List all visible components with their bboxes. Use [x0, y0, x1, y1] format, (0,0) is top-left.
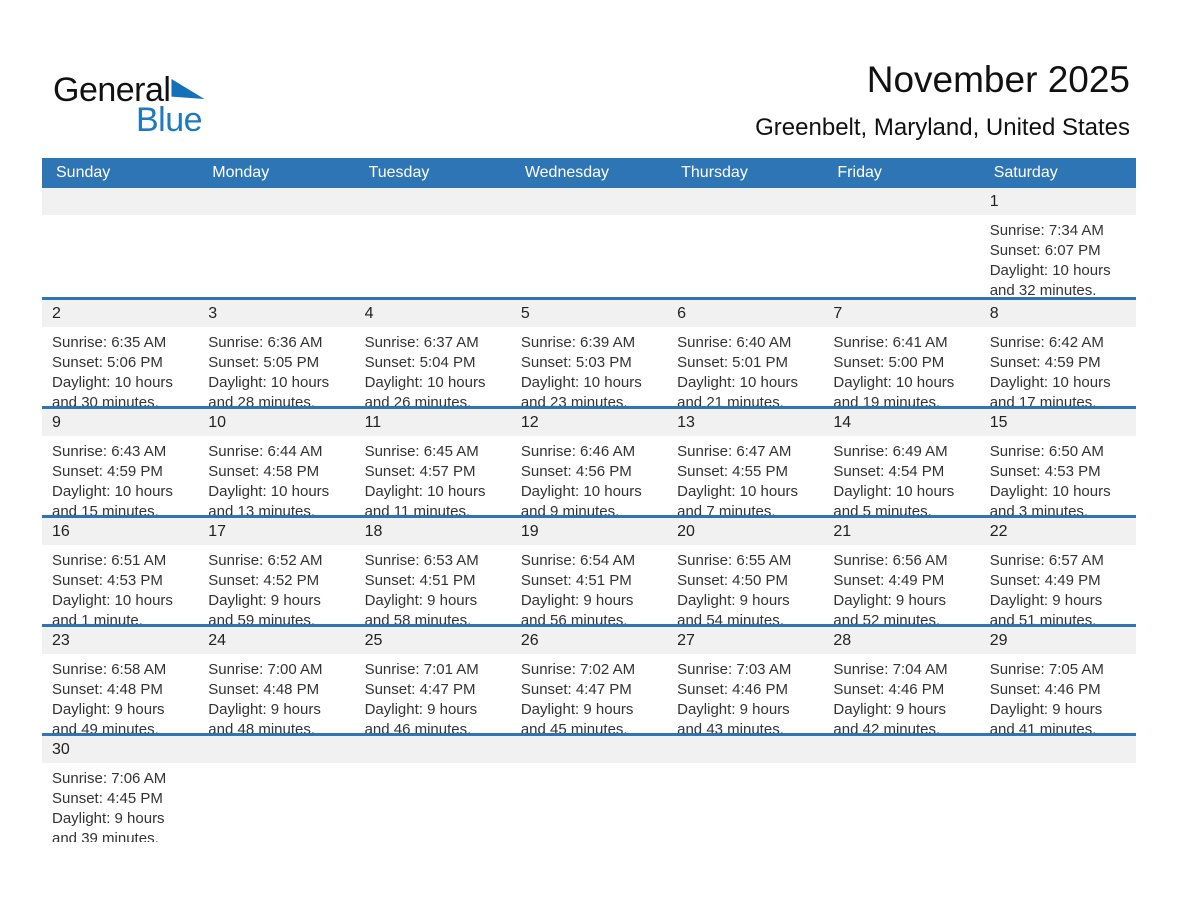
detail-line: Sunrise: 6:56 AM — [833, 552, 948, 569]
detail-line: Sunset: 4:49 PM — [989, 572, 1101, 589]
day-cell — [511, 300, 667, 406]
empty-day-cell — [355, 736, 511, 842]
detail-line: Sunset: 4:46 PM — [677, 681, 789, 698]
day-details — [198, 436, 354, 515]
day-cell — [667, 518, 823, 624]
day-details — [355, 327, 511, 406]
detail-line: Sunrise: 6:46 AM — [520, 443, 636, 460]
detail-line: and 51 minutes. — [989, 612, 1097, 624]
detail-line: Daylight: 9 hours — [208, 701, 321, 718]
day-details — [980, 327, 1136, 406]
day-number — [980, 736, 1136, 763]
detail-line: Sunrise: 7:05 AM — [989, 661, 1104, 678]
day-cell — [823, 300, 979, 406]
logo-triangle-icon — [171, 79, 204, 99]
day-cell — [355, 300, 511, 406]
day-details — [511, 215, 667, 221]
detail-line: Daylight: 9 hours — [208, 592, 321, 609]
detail-line: Sunset: 4:53 PM — [989, 463, 1101, 480]
day-cell — [355, 627, 511, 733]
day-cell — [355, 518, 511, 624]
day-number — [823, 188, 979, 215]
day-number — [667, 188, 823, 215]
detail-line: Sunrise: 6:53 AM — [364, 552, 479, 569]
detail-line: Sunrise: 6:54 AM — [520, 552, 636, 569]
detail-line: Sunset: 5:06 PM — [52, 354, 163, 371]
day-cell — [42, 627, 198, 733]
detail-line: Sunset: 4:59 PM — [52, 463, 163, 480]
detail-line: Daylight: 10 hours — [989, 374, 1111, 391]
detail-line: Daylight: 9 hours — [52, 810, 165, 827]
detail-line: Sunrise: 6:35 AM — [52, 334, 167, 351]
detail-line: Daylight: 10 hours — [52, 483, 173, 500]
detail-line: and 43 minutes. — [677, 721, 784, 733]
day-details — [667, 545, 823, 624]
day-details — [42, 654, 198, 733]
day-number: 6 — [667, 300, 823, 327]
detail-line: Sunrise: 6:47 AM — [677, 443, 792, 460]
day-cell — [511, 518, 667, 624]
detail-line: Daylight: 10 hours — [833, 483, 955, 500]
detail-line: Daylight: 10 hours — [520, 374, 642, 391]
detail-line: Sunset: 4:59 PM — [989, 354, 1101, 371]
detail-line: Daylight: 9 hours — [989, 592, 1103, 609]
day-cell — [511, 409, 667, 515]
detail-line: Daylight: 10 hours — [677, 483, 799, 500]
detail-line: Sunset: 5:00 PM — [833, 354, 945, 371]
detail-line: Sunrise: 7:00 AM — [208, 661, 323, 678]
day-number: 3 — [198, 300, 354, 327]
day-number: 17 — [198, 518, 354, 545]
detail-line: and 58 minutes. — [364, 612, 472, 624]
detail-line: and 15 minutes. — [52, 503, 159, 515]
empty-day-cell — [198, 188, 354, 297]
day-number: 1 — [980, 188, 1136, 215]
day-details — [980, 654, 1136, 733]
day-details — [511, 763, 667, 769]
day-number: 16 — [42, 518, 198, 545]
day-number: 15 — [980, 409, 1136, 436]
day-details — [42, 763, 198, 842]
weekday-header-tuesday: Tuesday — [368, 164, 430, 181]
day-number: 9 — [42, 409, 198, 436]
general-blue-logo — [53, 71, 233, 140]
day-number: 14 — [823, 409, 979, 436]
detail-line: and 49 minutes. — [52, 721, 159, 733]
detail-line: Daylight: 10 hours — [520, 483, 642, 500]
detail-line: Sunrise: 6:42 AM — [989, 334, 1104, 351]
detail-line: Sunset: 5:05 PM — [208, 354, 320, 371]
day-number — [198, 736, 354, 763]
detail-line: Daylight: 9 hours — [677, 592, 790, 609]
detail-line: and 17 minutes. — [989, 394, 1097, 406]
detail-line: Sunrise: 6:52 AM — [208, 552, 323, 569]
day-number — [511, 736, 667, 763]
day-details — [355, 763, 511, 769]
detail-line: and 1 minute. — [52, 612, 143, 624]
day-number: 12 — [511, 409, 667, 436]
detail-line: Sunset: 5:04 PM — [364, 354, 476, 371]
detail-line: and 48 minutes. — [208, 721, 316, 733]
detail-line: Sunset: 4:50 PM — [677, 572, 789, 589]
day-details — [355, 215, 511, 221]
week-row — [42, 624, 1136, 733]
detail-line: Sunrise: 6:41 AM — [833, 334, 948, 351]
detail-line: Sunrise: 6:50 AM — [989, 443, 1104, 460]
day-details — [198, 763, 354, 769]
detail-line: Daylight: 9 hours — [833, 701, 946, 718]
day-cell — [355, 409, 511, 515]
day-cell — [823, 518, 979, 624]
day-details — [667, 215, 823, 221]
day-details — [823, 545, 979, 624]
day-cell — [980, 627, 1136, 733]
week-row — [42, 406, 1136, 515]
day-number: 30 — [42, 736, 198, 763]
day-cell — [667, 300, 823, 406]
day-details — [355, 654, 511, 733]
detail-line: and 3 minutes. — [989, 503, 1089, 515]
day-details — [823, 654, 979, 733]
detail-line: Sunset: 4:55 PM — [677, 463, 789, 480]
day-details — [823, 215, 979, 221]
day-number: 2 — [42, 300, 198, 327]
detail-line: and 30 minutes. — [52, 394, 159, 406]
detail-line: Sunrise: 7:34 AM — [989, 222, 1104, 239]
detail-line: Sunset: 5:01 PM — [677, 354, 789, 371]
detail-line: Daylight: 10 hours — [677, 374, 799, 391]
detail-line: and 46 minutes. — [364, 721, 472, 733]
detail-line: Daylight: 10 hours — [833, 374, 955, 391]
day-number — [667, 736, 823, 763]
detail-line: Sunrise: 6:43 AM — [52, 443, 167, 460]
day-number: 18 — [355, 518, 511, 545]
detail-line: Sunset: 4:46 PM — [833, 681, 945, 698]
detail-line: Sunset: 4:45 PM — [52, 790, 163, 807]
day-details — [511, 436, 667, 515]
detail-line: Sunset: 4:53 PM — [52, 572, 163, 589]
day-number: 13 — [667, 409, 823, 436]
detail-line: Sunset: 4:54 PM — [833, 463, 945, 480]
detail-line: Daylight: 9 hours — [520, 701, 634, 718]
day-cell — [198, 627, 354, 733]
day-details — [667, 436, 823, 515]
page-subtitle: Greenbelt, Maryland, United States — [755, 113, 1130, 141]
day-number: 20 — [667, 518, 823, 545]
day-number: 19 — [511, 518, 667, 545]
detail-line: Sunset: 4:51 PM — [520, 572, 632, 589]
day-cell — [42, 736, 198, 842]
day-cell — [980, 188, 1136, 297]
detail-line: Sunset: 4:57 PM — [364, 463, 476, 480]
detail-line: and 9 minutes. — [520, 503, 620, 515]
detail-line: Sunrise: 6:51 AM — [52, 552, 167, 569]
logo-word-blue: Blue — [136, 101, 203, 139]
detail-line: Daylight: 10 hours — [208, 483, 330, 500]
detail-line: Sunset: 4:52 PM — [208, 572, 320, 589]
detail-line: Sunrise: 6:36 AM — [208, 334, 323, 351]
day-details — [667, 763, 823, 769]
detail-line: Sunrise: 6:44 AM — [208, 443, 323, 460]
detail-line: Sunrise: 6:49 AM — [833, 443, 948, 460]
day-cell — [823, 627, 979, 733]
empty-day-cell — [667, 736, 823, 842]
day-number: 11 — [355, 409, 511, 436]
detail-line: Sunrise: 6:57 AM — [989, 552, 1104, 569]
day-details — [823, 763, 979, 769]
detail-line: Daylight: 10 hours — [989, 483, 1111, 500]
detail-line: Sunrise: 6:39 AM — [520, 334, 636, 351]
day-number: 5 — [511, 300, 667, 327]
detail-line: and 32 minutes. — [989, 282, 1097, 297]
empty-day-cell — [823, 736, 979, 842]
detail-line: and 13 minutes. — [208, 503, 316, 515]
weekday-header-saturday: Saturday — [993, 164, 1058, 181]
page-title: November 2025 — [866, 59, 1130, 100]
logo-word-general: General — [53, 71, 171, 109]
detail-line: Daylight: 9 hours — [520, 592, 634, 609]
day-number: 28 — [823, 627, 979, 654]
day-number: 22 — [980, 518, 1136, 545]
detail-line: Sunset: 4:56 PM — [520, 463, 632, 480]
detail-line: Sunset: 4:48 PM — [52, 681, 163, 698]
detail-line: and 52 minutes. — [833, 612, 941, 624]
detail-line: Daylight: 9 hours — [364, 592, 478, 609]
detail-line: Daylight: 9 hours — [52, 701, 165, 718]
day-number: 10 — [198, 409, 354, 436]
day-cell — [667, 627, 823, 733]
day-cell — [198, 409, 354, 515]
detail-line: Sunrise: 6:45 AM — [364, 443, 479, 460]
day-number — [511, 188, 667, 215]
day-cell — [980, 518, 1136, 624]
day-details — [980, 545, 1136, 624]
day-number: 4 — [355, 300, 511, 327]
day-number — [355, 188, 511, 215]
detail-line: and 5 minutes. — [833, 503, 932, 515]
day-number: 26 — [511, 627, 667, 654]
empty-day-cell — [42, 188, 198, 297]
detail-line: and 42 minutes. — [833, 721, 941, 733]
empty-day-cell — [355, 188, 511, 297]
day-details — [823, 436, 979, 515]
day-number: 23 — [42, 627, 198, 654]
detail-line: and 39 minutes. — [52, 830, 159, 842]
detail-line: Sunrise: 6:55 AM — [677, 552, 792, 569]
day-details — [42, 327, 198, 406]
detail-line: Sunrise: 6:40 AM — [677, 334, 792, 351]
day-details — [667, 654, 823, 733]
day-details — [198, 545, 354, 624]
detail-line: and 21 minutes. — [677, 394, 784, 406]
detail-line: Sunrise: 7:04 AM — [833, 661, 948, 678]
empty-day-cell — [511, 188, 667, 297]
weekday-header-wednesday: Wednesday — [524, 164, 610, 181]
weekday-header-friday: Friday — [837, 164, 882, 181]
day-cell — [42, 518, 198, 624]
detail-line: and 26 minutes. — [364, 394, 472, 406]
day-details — [198, 654, 354, 733]
detail-line: Sunset: 4:58 PM — [208, 463, 320, 480]
detail-line: Sunset: 4:47 PM — [520, 681, 632, 698]
day-details — [198, 215, 354, 221]
detail-line: Sunset: 5:03 PM — [520, 354, 632, 371]
detail-line: and 23 minutes. — [520, 394, 628, 406]
detail-line: and 11 minutes. — [364, 503, 471, 515]
detail-line: Sunset: 4:51 PM — [364, 572, 476, 589]
day-number: 21 — [823, 518, 979, 545]
detail-line: Sunset: 4:47 PM — [364, 681, 476, 698]
detail-line: Sunset: 4:46 PM — [989, 681, 1101, 698]
detail-line: Daylight: 10 hours — [52, 374, 173, 391]
day-details — [980, 215, 1136, 297]
detail-line: and 19 minutes. — [833, 394, 941, 406]
day-details — [511, 545, 667, 624]
detail-line: and 56 minutes. — [520, 612, 628, 624]
day-details — [42, 545, 198, 624]
day-cell — [511, 627, 667, 733]
day-details — [355, 545, 511, 624]
day-details — [511, 654, 667, 733]
day-cell — [667, 409, 823, 515]
empty-day-cell — [667, 188, 823, 297]
day-details — [42, 436, 198, 515]
weekday-header-thursday: Thursday — [681, 164, 748, 181]
day-number — [355, 736, 511, 763]
weekday-header-sunday: Sunday — [56, 164, 111, 181]
day-number: 8 — [980, 300, 1136, 327]
empty-day-cell — [198, 736, 354, 842]
detail-line: Sunrise: 7:06 AM — [52, 770, 167, 787]
title-block — [755, 60, 1130, 141]
detail-line: Sunrise: 7:01 AM — [364, 661, 479, 678]
day-details — [667, 327, 823, 406]
week-row — [42, 188, 1136, 297]
detail-line: and 41 minutes. — [989, 721, 1097, 733]
detail-line: Sunset: 4:48 PM — [208, 681, 320, 698]
detail-line: Daylight: 10 hours — [364, 483, 486, 500]
day-details — [511, 327, 667, 406]
week-row — [42, 733, 1136, 842]
week-row — [42, 515, 1136, 624]
empty-day-cell — [823, 188, 979, 297]
day-cell — [980, 409, 1136, 515]
detail-line: Daylight: 10 hours — [364, 374, 486, 391]
day-number: 27 — [667, 627, 823, 654]
week-row — [42, 297, 1136, 406]
day-cell — [42, 300, 198, 406]
detail-line: and 28 minutes. — [208, 394, 316, 406]
day-number: 24 — [198, 627, 354, 654]
detail-line: Daylight: 9 hours — [677, 701, 790, 718]
day-cell — [198, 518, 354, 624]
detail-line: Daylight: 10 hours — [52, 592, 173, 609]
day-number: 29 — [980, 627, 1136, 654]
day-details — [980, 763, 1136, 769]
day-cell — [198, 300, 354, 406]
day-details — [355, 436, 511, 515]
day-number — [198, 188, 354, 215]
day-cell — [823, 409, 979, 515]
detail-line: Daylight: 9 hours — [989, 701, 1103, 718]
detail-line: Daylight: 10 hours — [208, 374, 330, 391]
detail-line: Sunrise: 7:03 AM — [677, 661, 792, 678]
day-details — [823, 327, 979, 406]
detail-line: Sunrise: 6:58 AM — [52, 661, 167, 678]
detail-line: Daylight: 9 hours — [364, 701, 478, 718]
detail-line: Sunrise: 6:37 AM — [364, 334, 479, 351]
empty-day-cell — [511, 736, 667, 842]
detail-line: Sunrise: 7:02 AM — [520, 661, 636, 678]
day-cell — [980, 300, 1136, 406]
calendar-table — [42, 158, 1136, 842]
day-details — [198, 327, 354, 406]
detail-line: and 59 minutes. — [208, 612, 316, 624]
day-cell — [42, 409, 198, 515]
day-details — [980, 436, 1136, 515]
detail-line: Sunset: 6:07 PM — [989, 242, 1101, 259]
day-number: 25 — [355, 627, 511, 654]
empty-day-cell — [980, 736, 1136, 842]
day-number — [823, 736, 979, 763]
weekday-header-row — [42, 158, 1136, 188]
calendar-grid — [42, 188, 1136, 842]
detail-line: and 7 minutes. — [677, 503, 776, 515]
day-number: 7 — [823, 300, 979, 327]
detail-line: and 45 minutes. — [520, 721, 628, 733]
weekday-header-monday: Monday — [212, 164, 270, 181]
day-details — [42, 215, 198, 221]
detail-line: Sunset: 4:49 PM — [833, 572, 945, 589]
detail-line: Daylight: 9 hours — [833, 592, 946, 609]
day-number — [42, 188, 198, 215]
detail-line: and 54 minutes. — [677, 612, 784, 624]
detail-line: Daylight: 10 hours — [989, 262, 1111, 279]
